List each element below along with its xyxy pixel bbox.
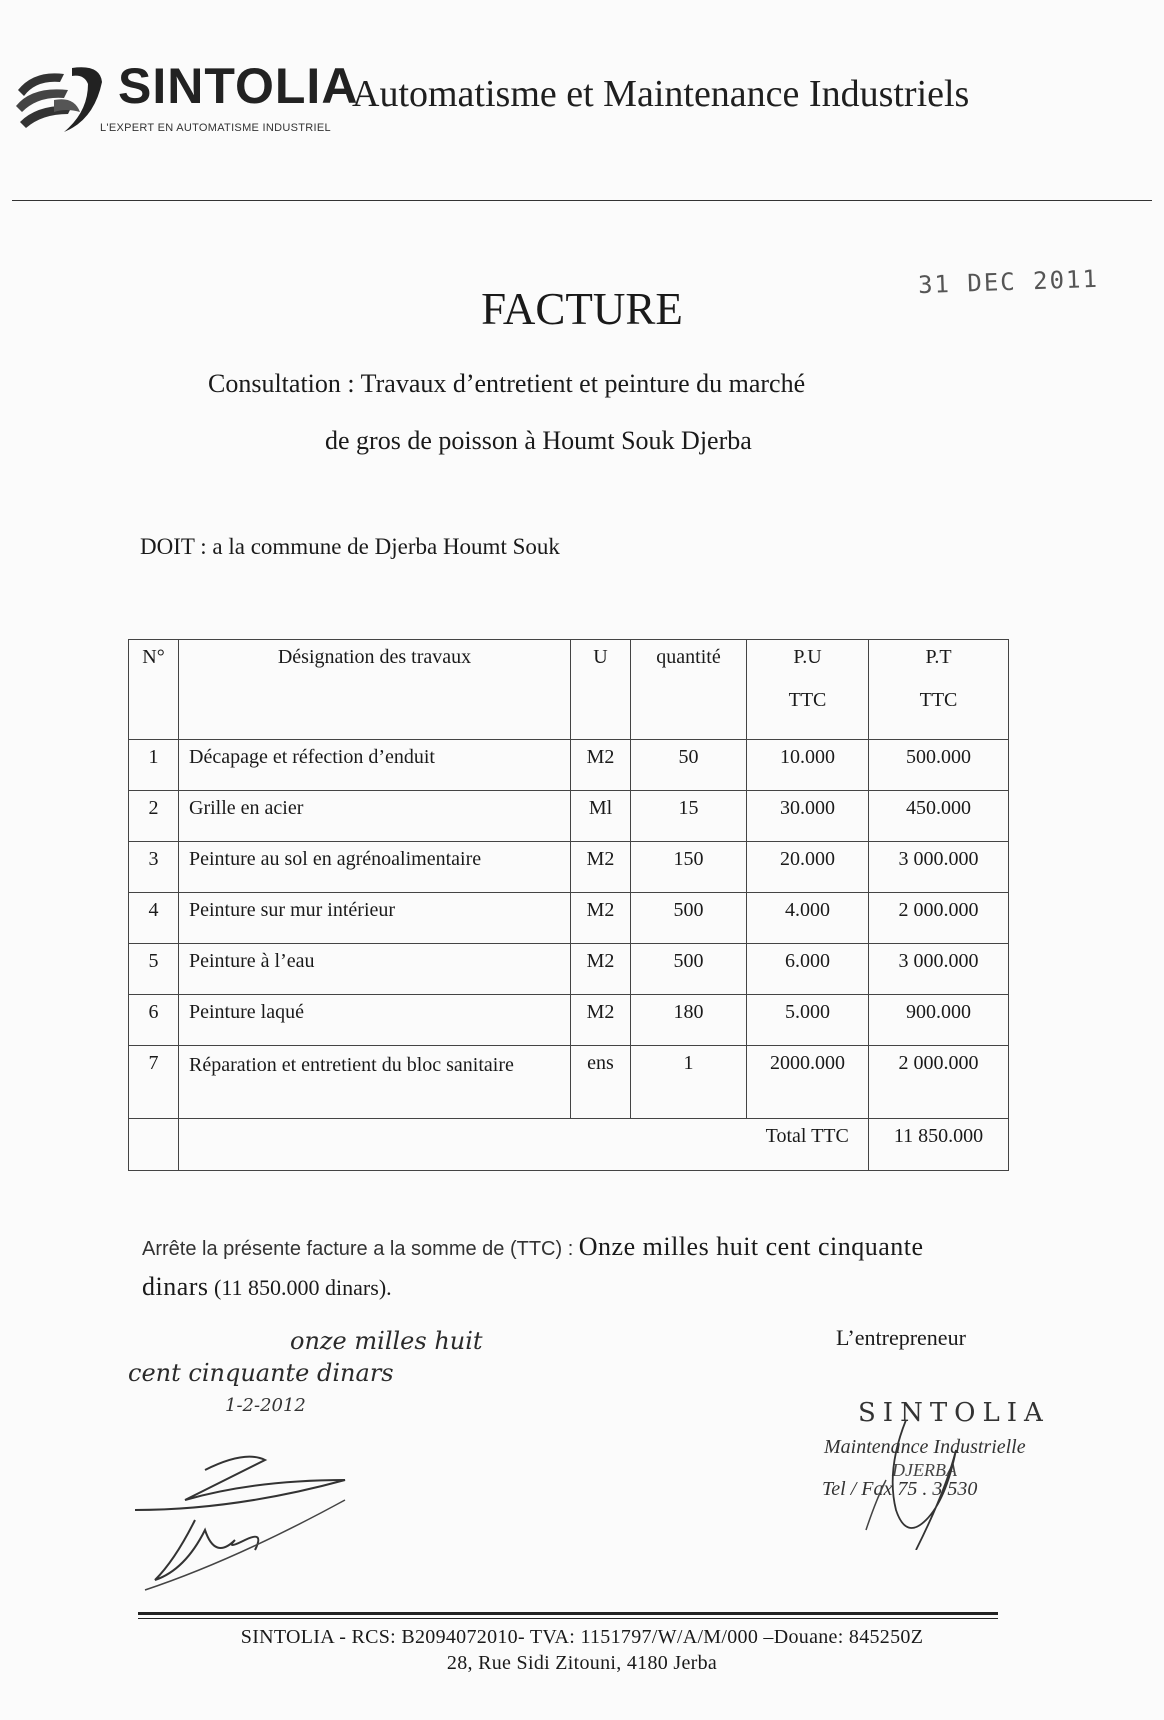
header-divider [12,200,1152,201]
row-unit-price: 6.000 [747,944,869,995]
row-total-price: 3 000.000 [869,944,1009,995]
row-number: 5 [129,944,179,995]
row-number: 1 [129,740,179,791]
right-signature [806,1390,1056,1550]
row-unit: M2 [571,893,631,944]
total-blank-cell [129,1119,179,1171]
table-row [129,1046,1009,1119]
amount-words-1: Onze milles huit cent cinquante [578,1232,924,1261]
row-total-price: 2 000.000 [869,893,1009,944]
left-signature [115,1440,535,1600]
header-unit-price [747,640,869,740]
footer-divider-thin [138,1618,998,1619]
header-unit-price-line1: P.U [793,646,822,668]
row-unit-price: 10.000 [747,740,869,791]
row-number: 3 [129,842,179,893]
row-quantity: 50 [631,740,747,791]
amount-prefix: Arrête la présente facture a la somme de (TTC) : [142,1238,574,1260]
consultation-line-1: Consultation : Travaux d’entretient et peinture du marché [208,369,806,398]
amount-words-2: dinars [142,1272,209,1301]
row-total-price: 450.000 [869,791,1009,842]
row-number: 4 [129,893,179,944]
row-designation: Réparation et entretient du bloc sanitaire [179,1046,571,1119]
company-title: Automatisme et Maintenance Industriels [352,73,970,115]
row-designation: Peinture sur mur intérieur [179,893,571,944]
row-quantity: 150 [631,842,747,893]
logo-mark-icon [14,60,104,136]
stamp-line-2: DJERBA [892,1460,957,1480]
doit-line: DOIT : a la commune de Djerba Houmt Souk [140,534,560,559]
entrepreneur-label: L’entrepreneur [836,1325,966,1350]
stamp-line-3: Tel / Fax 75 . 3 530 [822,1478,978,1500]
consultation-line-2: de gros de poisson à Houmt Souk Djerba [325,426,752,455]
row-number: 2 [129,791,179,842]
table-total-row [129,1119,1009,1171]
row-total-price: 2 000.000 [869,1046,1009,1119]
row-total-price: 500.000 [869,740,1009,791]
row-unit: Ml [571,791,631,842]
header-unit-price-line2: TTC [788,689,827,711]
row-unit: M2 [571,995,631,1046]
row-designation: Grille en acier [179,791,571,842]
logo-tagline: L'EXPERT EN AUTOMATISME INDUSTRIEL [100,122,331,134]
footer-registration: SINTOLIA - RCS: B2094072010- TVA: 1151797/W/A/M/000 –Douane: 845250Z [240,1626,924,1648]
row-designation: Peinture à l’eau [179,944,571,995]
row-unit-price: 20.000 [747,842,869,893]
handwritten-note [120,1315,540,1435]
table-row [129,842,1009,893]
table-header-row [129,640,1009,740]
row-unit-price: 30.000 [747,791,869,842]
stamp-company-name: SINTOLIA [858,1398,1050,1428]
row-unit: M2 [571,842,631,893]
date-stamp: 31 DEC 2011 [917,264,1100,300]
header-quantity: quantité [631,640,747,740]
stamp-line-1: Maintenance Industrielle [824,1436,1026,1458]
table-row [129,740,1009,791]
table-row [129,944,1009,995]
table-row [129,893,1009,944]
total-spacer-cell [179,1119,747,1171]
header-total-price [869,640,1009,740]
row-unit-price: 2000.000 [747,1046,869,1119]
row-designation: Décapage et réfection d’enduit [179,740,571,791]
handwritten-date: 1-2-2012 [225,1395,306,1416]
row-total-price: 3 000.000 [869,842,1009,893]
row-quantity: 15 [631,791,747,842]
table-row [129,995,1009,1046]
handwritten-line-1: onze milles huit [290,1327,483,1355]
table-row [129,791,1009,842]
footer-divider-thick [138,1612,998,1615]
header-unit: U [571,640,631,740]
document-title: FACTURE [481,284,683,334]
row-unit: ens [571,1046,631,1119]
row-unit: M2 [571,944,631,995]
header-total-price-line1: P.T [925,646,952,668]
row-quantity: 500 [631,944,747,995]
row-number: 7 [129,1046,179,1119]
row-designation: Peinture au sol en agrénoalimentaire [179,842,571,893]
amount-statement [142,1228,1022,1307]
header-total-price-line2: TTC [919,689,958,711]
logo-wordmark: SINTOLIA [118,58,359,114]
amount-suffix: (11 850.000 dinars). [214,1275,392,1300]
invoice-table [128,639,1009,1171]
total-value: 11 850.000 [869,1119,1009,1171]
row-unit: M2 [571,740,631,791]
total-label: Total TTC [747,1119,869,1171]
row-quantity: 500 [631,893,747,944]
row-unit-price: 4.000 [747,893,869,944]
row-unit-price: 5.000 [747,995,869,1046]
row-quantity: 180 [631,995,747,1046]
row-number: 6 [129,995,179,1046]
handwritten-line-2: cent cinquante dinars [128,1359,394,1387]
footer-address: 28, Rue Sidi Zitouni, 4180 Jerba [446,1652,718,1674]
row-total-price: 900.000 [869,995,1009,1046]
row-quantity: 1 [631,1046,747,1119]
header-number: N° [129,640,179,740]
row-designation: Peinture laqué [179,995,571,1046]
header-designation: Désignation des travaux [179,640,571,740]
